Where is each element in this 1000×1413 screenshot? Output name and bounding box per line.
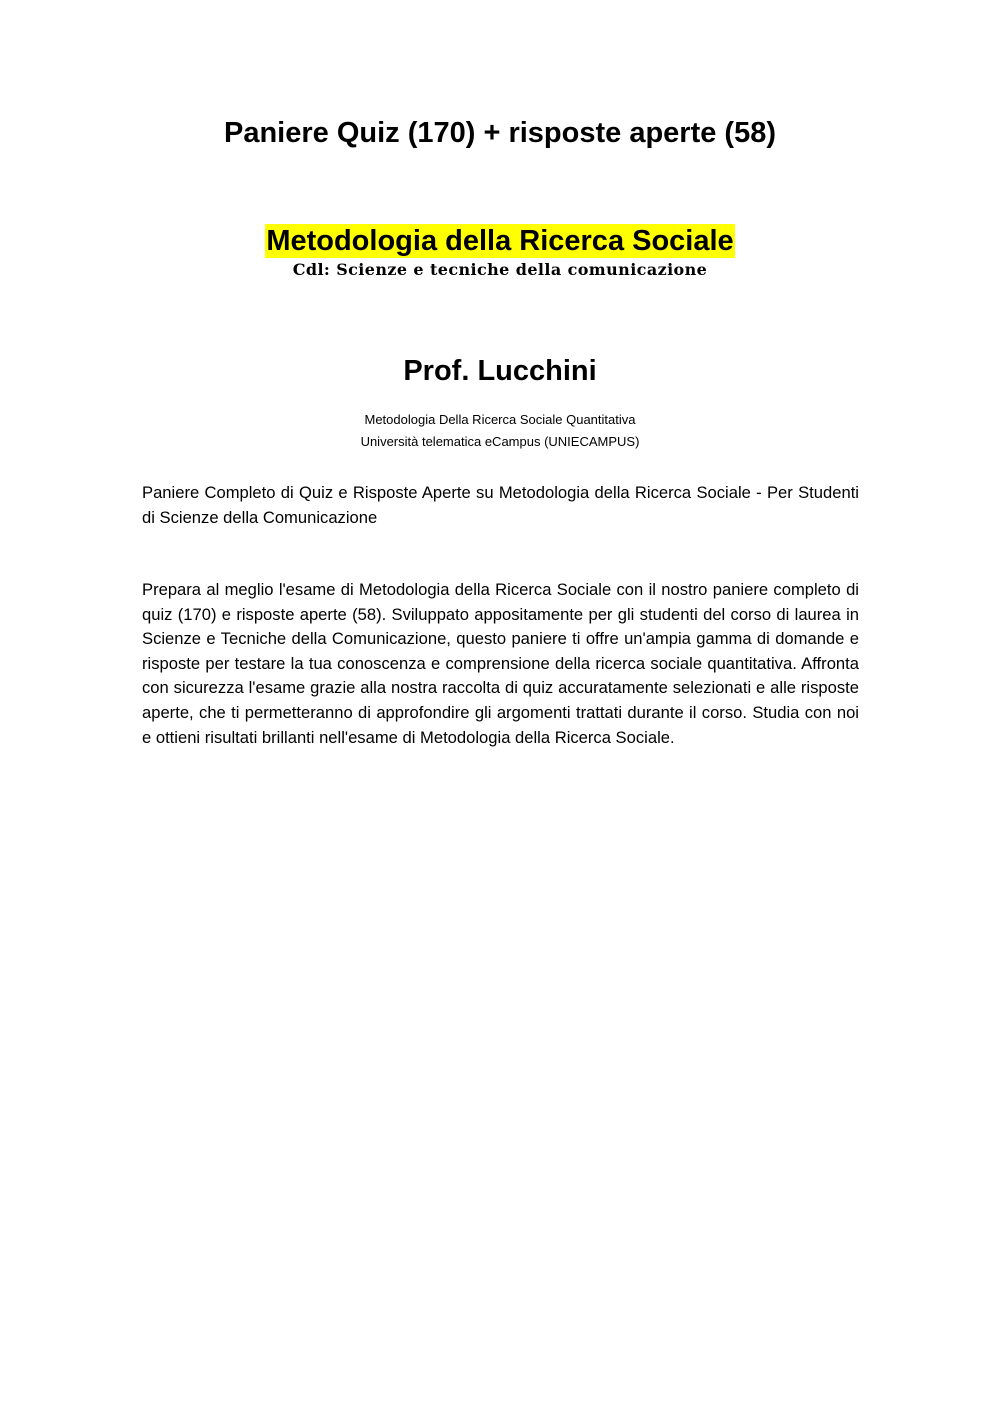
description-paragraph: Prepara al meglio l'esame di Metodologia della Ricerca Sociale con il nostro paniere completo di quiz (170) e risposte aperte (58). Sviluppato appositamente per gli studenti del corso di laurea in Scienze e Tecniche della Comunicazione, questo paniere ti offre un'ampia gamma di domande e risposte per testare la tua conoscenza e comprensione della ricerca sociale quantitativa. Affronta con sicurezza l'esame grazie alla nostra raccolta di quiz accuratamente selezionati e alle risposte aperte, che ti permetteranno di approfondire gli argomenti trattati durante il corso. Studia con noi e ottieni risultati brillanti nell'esame di Metodologia della Ricerca Sociale. [142,580,859,747]
university-name: Università telematica eCampus (UNIECAMPUS) [360,434,640,449]
intro-paragraph: Paniere Completo di Quiz e Risposte Aperte su Metodologia della Ricerca Sociale - Per Studenti di Scienze della Comunicazione [142,483,859,527]
subject-wrapper [0,224,1000,258]
document-title: Paniere Quiz (170) + risposte aperte (58) [223,117,777,149]
subject-highlighted-heading: Metodologia della Ricerca Sociale [266,225,734,257]
course-name: Metodologia Della Ricerca Sociale Quantitativa [364,412,636,427]
professor-name: Prof. Lucchini [403,355,597,387]
degree-course-line: Cdl: Scienze e tecniche della comunicazione [292,260,708,279]
